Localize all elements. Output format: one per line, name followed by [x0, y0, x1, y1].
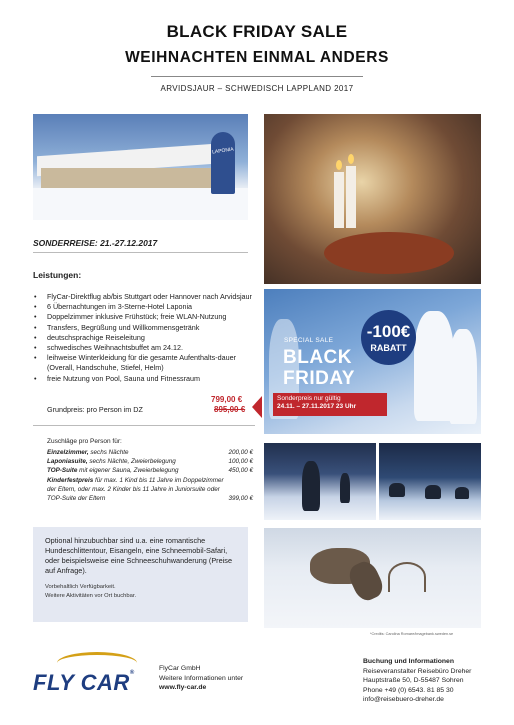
company-name: FlyCar GmbH	[159, 665, 201, 672]
promo-validity-text: Sonderpreis nur gültig	[277, 395, 341, 402]
supplement-price: 450,00 €	[228, 467, 253, 475]
base-price-label: Grundpreis: pro Person im DZ	[47, 405, 143, 414]
person-figure	[340, 473, 350, 503]
header-divider	[151, 76, 363, 77]
promo-validity-bar	[273, 393, 387, 416]
price-arrow-icon	[252, 396, 262, 418]
more-info-label: Weitere Informationen unter	[159, 674, 244, 682]
snowmobile-photo	[379, 443, 481, 520]
list-item: • Transfers, Begrüßung und Willkommensgetränk	[33, 323, 255, 333]
list-item: • freie Nutzung von Pool, Sauna und Fitnessraum	[33, 374, 255, 384]
table-row	[47, 476, 253, 504]
buffet-plate	[324, 232, 454, 274]
supplements-table	[47, 448, 253, 503]
sale-price: 799,00 €	[211, 395, 243, 404]
snowmobile-figure	[425, 485, 441, 499]
availability-note	[45, 583, 236, 600]
list-item: • 6 Übernachtungen im 3-Sterne-Hotel Laponia	[33, 302, 255, 312]
original-price: 895,00 €	[214, 405, 246, 414]
optional-activities-box	[33, 527, 248, 622]
trip-dates: SONDERREISE: 21.-27.12.2017	[33, 238, 158, 248]
black-label: BLACK	[283, 347, 352, 368]
person-figure	[302, 461, 320, 511]
promo-validity-dates: 24.11. – 27.11.2017 23 Uhr	[277, 403, 357, 410]
reindeer-antler	[388, 562, 426, 592]
candle	[334, 172, 344, 228]
hotel-sign-text: LAPONIA	[211, 146, 235, 156]
registered-mark: ®	[129, 670, 135, 676]
section-divider	[33, 252, 248, 253]
supplements-heading: Zuschläge pro Person für:	[47, 438, 122, 445]
agency-phone[interactable]: Phone +49 (0) 6543. 81 85 30	[363, 686, 454, 694]
optional-activities-text: Optional hinzubuchbar sind u.a. eine romantische Hundeschlittentour, Eisangeln, eine Schneemobil-Safari, oder beispielsweise eine Schneeschuhwanderung (Preise auf Anfrage).	[45, 536, 232, 575]
supplement-price: 200,00 €	[228, 449, 253, 456]
candle-flame-icon	[336, 160, 342, 170]
section-divider	[33, 425, 255, 426]
flycar-logo: FLY CAR®	[33, 670, 135, 695]
booking-info	[363, 657, 471, 705]
candle-flame-icon	[348, 154, 354, 164]
special-sale-label: SPECIAL SALE	[284, 337, 334, 344]
snowmobile-figure	[455, 487, 469, 499]
supplement-label: TOP-Suite mit eigener Sauna, Zweierbelegung	[47, 467, 179, 475]
discount-amount: -100€	[366, 322, 411, 341]
table-row	[47, 466, 253, 475]
dog-sled-photo	[264, 443, 376, 520]
black-friday-promo	[264, 289, 481, 434]
company-info	[159, 664, 243, 693]
page-subtitle: WEIHNACHTEN EINMAL ANDERS	[125, 49, 389, 66]
agency-address: Hauptstraße 50, D-55487 Sohren	[363, 677, 464, 684]
supplement-price: 399,00 €	[228, 495, 253, 503]
snowmobile-figure	[389, 483, 405, 497]
discount-label: RABATT	[370, 343, 407, 353]
supplement-price: 100,00 €	[228, 458, 253, 466]
supplement-label: Einzelzimmer, sechs Nächte	[47, 449, 129, 456]
discount-badge	[361, 310, 416, 365]
list-item: • leihweise Winterkleidung für die gesamte Aufenthalts-dauer (Overall, Handschuhe, Stiefel, Helm)	[33, 353, 255, 373]
header	[0, 22, 514, 93]
list-item: • deutschsprachige Reiseleitung	[33, 333, 255, 343]
table-row	[47, 448, 253, 457]
services-list	[33, 292, 255, 384]
services-heading: Leistungen:	[33, 270, 82, 280]
supplement-label: Laponiasuite, sechs Nächte, Zweierbelegung	[47, 458, 176, 466]
agency-name: Reiseveranstalter Reisebüro Dreher	[363, 667, 472, 675]
booking-heading: Buchung und Informationen	[363, 658, 454, 665]
agency-email[interactable]: info@reisebuero-dreher.de	[363, 696, 444, 703]
table-row	[47, 457, 253, 466]
page-title: BLACK FRIDAY SALE	[166, 22, 348, 41]
photo-credits: *Credits: Carolina Romare/imagebank.sweden.se	[370, 632, 454, 636]
location-line: ARVIDSJAUR – SCHWEDISCH LAPPLAND 2017	[160, 84, 354, 93]
availability-note-line: Vorbehaltlich Verfügbarkeit.	[45, 584, 116, 590]
availability-note-line: Weitere Aktivitäten vor Ort buchbar.	[45, 592, 137, 599]
friday-label: FRIDAY	[283, 368, 355, 389]
website-link[interactable]: www.fly-car.de	[159, 684, 207, 691]
candle	[346, 166, 356, 228]
list-item: • Doppelzimmer inklusive Frühstück; freie WLAN-Nutzung	[33, 312, 255, 322]
list-item: • schwedisches Weihnachtsbuffet am 24.12.	[33, 343, 255, 353]
snowy-tree	[449, 329, 477, 424]
snowy-tree	[414, 311, 454, 421]
list-item: • FlyCar-Direktflug ab/bis Stuttgart oder Hannover nach Arvidsjaur	[33, 292, 255, 302]
christmas-buffet-photo	[264, 114, 481, 284]
hotel-photo	[33, 114, 248, 220]
hotel-sign	[211, 132, 235, 194]
supplement-label: Kinderfestpreis für max. 1 Kind bis 11 Jahre im Doppelzimmer der Eltern, oder max. 2 Kinder bis 11 Jahre in Juniorsuite oder TOP-Suite der Eltern	[47, 476, 224, 503]
reindeer-photo	[264, 528, 481, 628]
